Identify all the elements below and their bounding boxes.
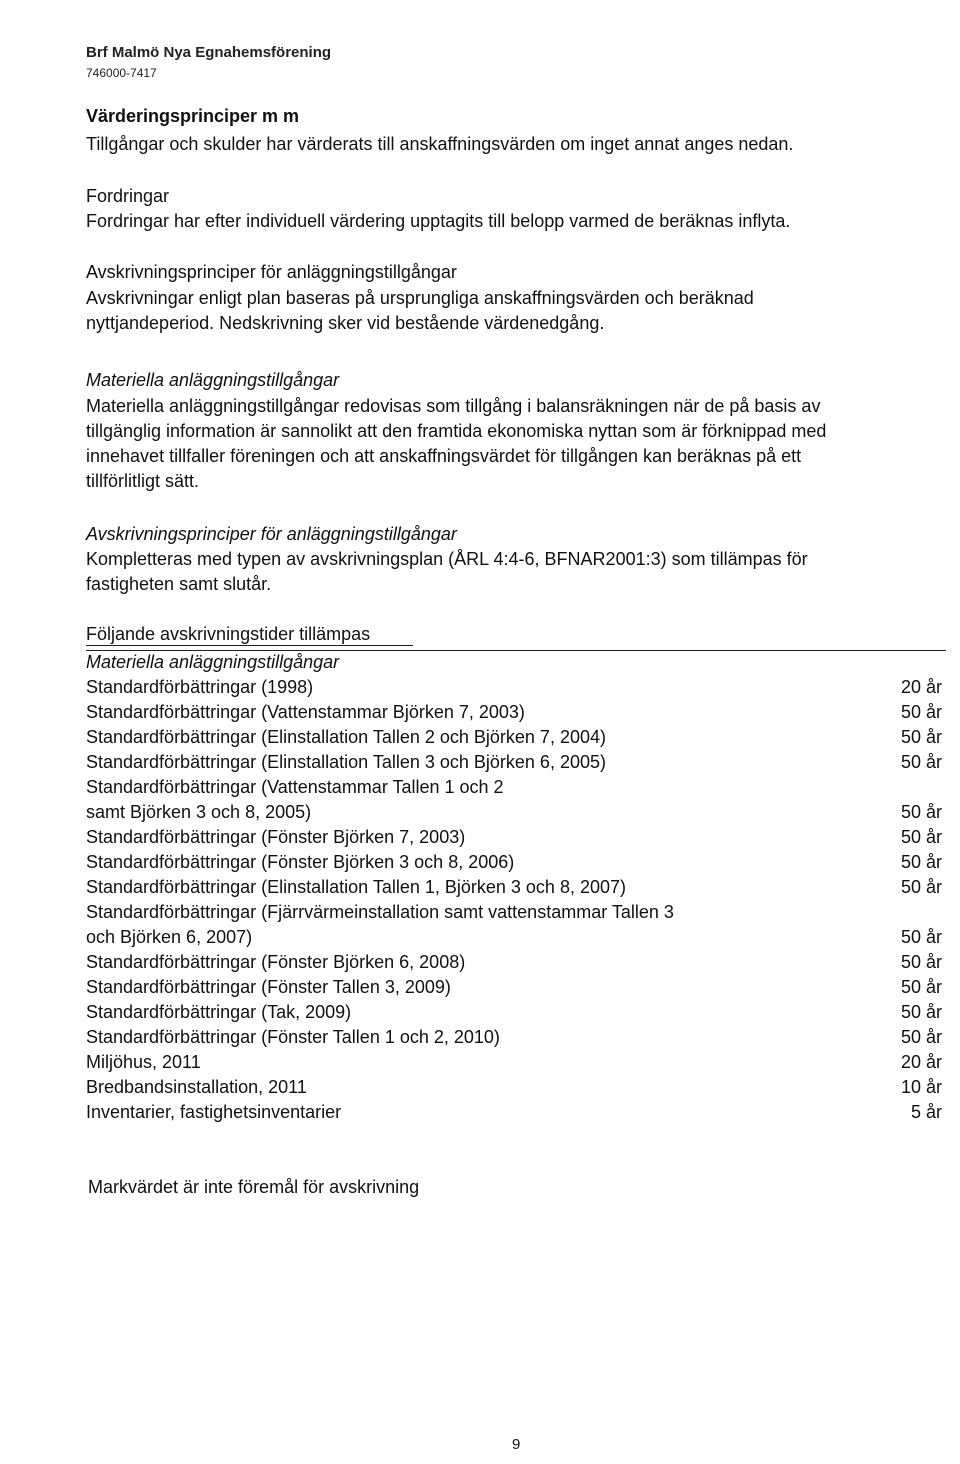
row-value: 50 år [900,827,942,847]
row-value: 50 år [900,1027,942,1047]
row-value: 50 år [900,927,942,947]
organization-name: Brf Malmö Nya Egnahemsförening [86,44,332,61]
row-label: Standardförbättringar (Fönster Björken 7, 2003) [86,827,466,847]
row-value: 20 år [900,677,942,697]
row-label: Inventarier, fastighetsinventarier [86,1102,342,1122]
table-row [86,852,942,876]
intro-text: Tillgångar och skulder har värderats till anskaffningsvärden om inget annat anges nedan. [86,134,794,154]
row-label: och Björken 6, 2007) [86,927,253,947]
row-value: 50 år [900,977,942,997]
row-label: Standardförbättringar (Fönster Björken 3 och 8, 2006) [86,852,515,872]
row-label: Standardförbättringar (1998) [86,677,314,697]
row-value: 50 år [900,952,942,972]
table-row [86,802,942,826]
depreciation-table-heading: Följande avskrivningstider tillämpas [86,624,371,644]
table-row [86,677,942,701]
table-row [86,1102,942,1126]
row-label: Standardförbättringar (Tak, 2009) [86,1002,352,1022]
row-label: Miljöhus, 2011 [86,1052,201,1072]
depreciation-plan-line: Kompletteras med typen av avskrivningsplan (ÅRL 4:4-6, BFNAR2001:3) som tillämpas för [86,549,808,569]
row-value: 50 år [900,877,942,897]
row-label: Standardförbättringar (Fönster Tallen 1 och 2, 2010) [86,1027,500,1047]
table-row [86,1052,942,1076]
row-label: Standardförbättringar (Elinstallation Tallen 2 och Björken 7, 2004) [86,727,606,747]
depreciation-principles-title-2: Avskrivningsprinciper för anläggningstillgångar [86,524,457,544]
row-value: 20 år [900,1052,942,1072]
table-row [86,727,942,751]
tangible-assets-line: tillgänglig information är sannolikt att den framtida ekonomiska nyttan som är förknippad med [86,421,827,441]
depreciation-principles-line: Avskrivningar enligt plan baseras på ursprungliga anskaffningsvärden och beräknad [86,288,754,308]
table-row [86,977,942,1001]
row-value: 5 år [910,1102,942,1122]
row-value: 50 år [900,702,942,722]
row-label: Standardförbättringar (Vattenstammar Björken 7, 2003) [86,702,525,722]
section-heading: Värderingsprinciper m m [86,106,300,126]
table-row [86,702,942,726]
depreciation-plan-line: fastigheten samt slutår. [86,574,272,594]
depreciation-principles-title: Avskrivningsprinciper för anläggningstillgångar [86,262,457,282]
row-value: 10 år [900,1077,942,1097]
table-row [86,1002,942,1026]
row-value: 50 år [900,802,942,822]
row-label: Standardförbättringar (Fönster Tallen 3, 2009) [86,977,451,997]
depreciation-principles-line: nyttjandeperiod. Nedskrivning sker vid bestående värdenedgång. [86,313,605,333]
row-value: 50 år [900,852,942,872]
table-divider [86,650,946,651]
tangible-assets-line: Materiella anläggningstillgångar redovisas som tillgång i balansräkningen när de på basis av [86,396,821,416]
row-label: Standardförbättringar (Vattenstammar Tallen 1 och 2 [86,777,504,797]
table-row [86,952,942,976]
table-row [86,1077,942,1101]
page-number: 9 [512,1436,521,1453]
row-label: Bredbandsinstallation, 2011 [86,1077,307,1097]
table-row [86,877,942,901]
depreciation-table-subheading: Materiella anläggningstillgångar [86,652,340,672]
organization-number: 746000-7417 [86,66,157,80]
receivables-title: Fordringar [86,186,170,206]
table-row [86,902,942,926]
tangible-assets-title: Materiella anläggningstillgångar [86,370,340,390]
tangible-assets-line: innehavet tillfaller föreningen och att anskaffningsvärdet för tillgången kan beräknas på ett [86,446,802,466]
row-value: 50 år [900,1002,942,1022]
heading-underline [86,645,413,646]
row-value: 50 år [900,727,942,747]
row-value: 50 år [900,752,942,772]
land-note: Markvärdet är inte föremål för avskrivning [88,1177,420,1197]
row-label: Standardförbättringar (Fönster Björken 6, 2008) [86,952,466,972]
row-label: Standardförbättringar (Elinstallation Tallen 3 och Björken 6, 2005) [86,752,606,772]
table-row [86,752,942,776]
row-label: Standardförbättringar (Elinstallation Tallen 1, Björken 3 och 8, 2007) [86,877,626,897]
row-label: Standardförbättringar (Fjärrvärmeinstallation samt vattenstammar Tallen 3 [86,902,674,922]
table-row [86,827,942,851]
tangible-assets-line: tillförlitligt sätt. [86,471,200,491]
row-label: samt Björken 3 och 8, 2005) [86,802,312,822]
table-row [86,777,942,801]
table-row [86,1027,942,1051]
table-row [86,927,942,951]
receivables-text: Fordringar har efter individuell värdering upptagits till belopp varmed de beräknas inflyta. [86,211,791,231]
